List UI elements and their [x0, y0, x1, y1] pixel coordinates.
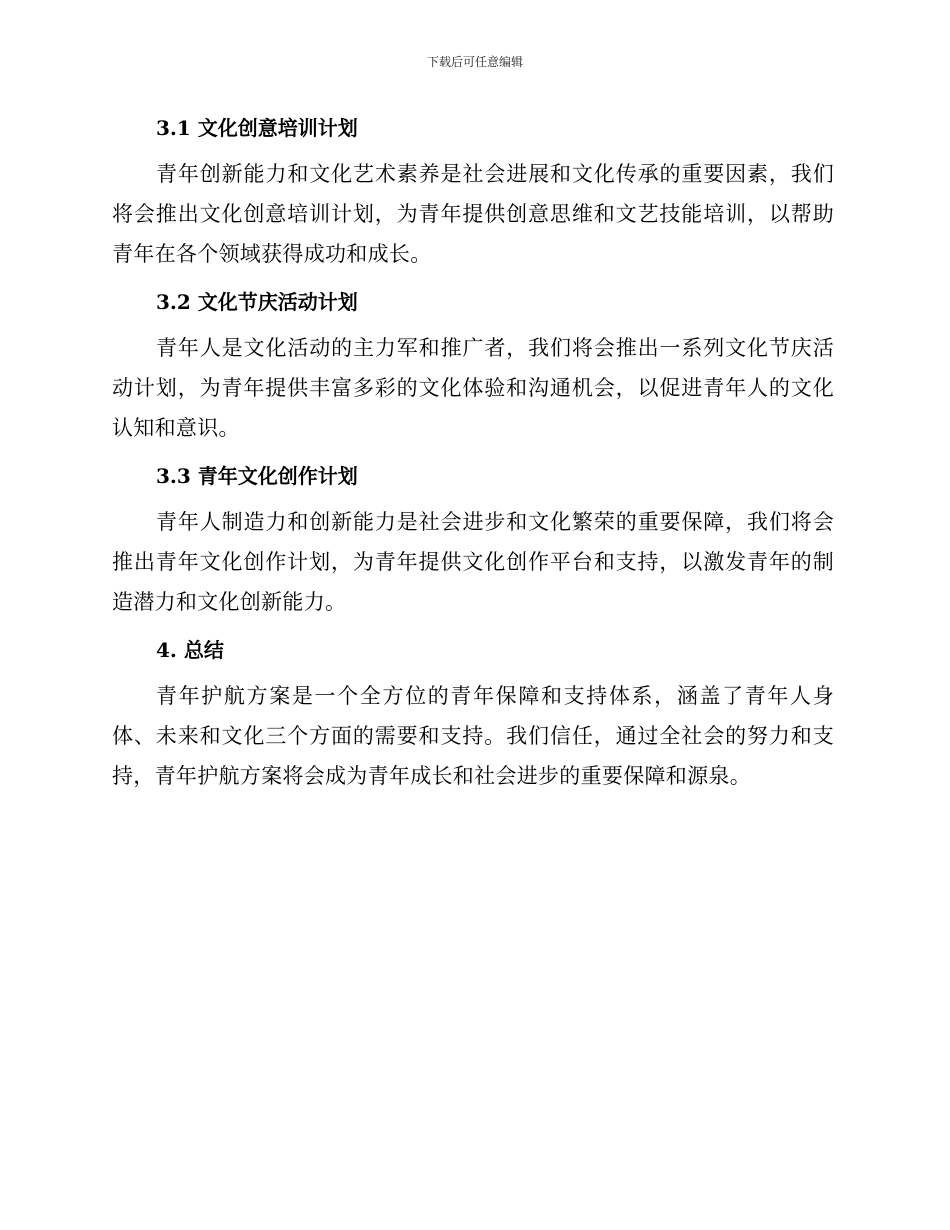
section-heading: 3.2 文化节庆活动计划: [156, 290, 358, 314]
section-3-1: [112, 108, 834, 274]
section-paragraph: 青年创新能力和文化艺术素养是社会进展和文化传承的重要因素，我们将会推出文化创意培训计划，为青年提供创意思维和文艺技能培训，以帮助青年在各个领域获得成功和成长。: [112, 162, 834, 266]
section-4-summary: [112, 630, 834, 796]
section-heading: 3.3 青年文化创作计划: [156, 464, 358, 488]
section-heading: 3.1 文化创意培训计划: [156, 116, 358, 140]
section-paragraph: 青年护航方案是一个全方位的青年保障和支持体系，涵盖了青年人身体、未来和文化三个方面的需要和支持。我们信任，通过全社会的努力和支持，青年护航方案将会成为青年成长和社会进步的重要保障和源泉。: [112, 684, 834, 788]
header-note: 下载后可任意编辑: [426, 55, 523, 69]
section-3-3: [112, 456, 834, 622]
section-heading: 4. 总结: [156, 638, 224, 662]
section-paragraph: 青年人制造力和创新能力是社会进步和文化繁荣的重要保障，我们将会推出青年文化创作计划，为青年提供文化创作平台和支持，以激发青年的制造潜力和文化创新能力。: [112, 510, 834, 614]
document-content: [112, 108, 834, 804]
section-3-2: [112, 282, 834, 448]
section-paragraph: 青年人是文化活动的主力军和推广者，我们将会推出一系列文化节庆活动计划，为青年提供丰富多彩的文化体验和沟通机会，以促进青年人的文化认知和意识。: [112, 336, 834, 440]
